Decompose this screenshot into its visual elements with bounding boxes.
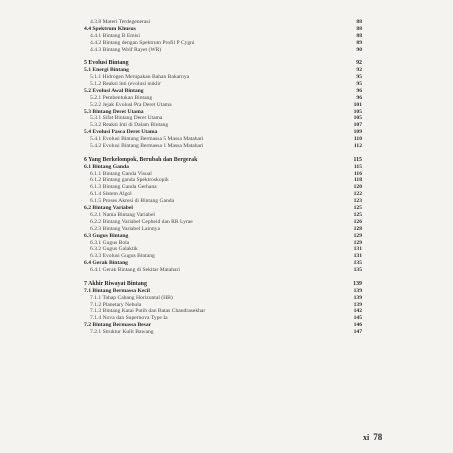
toc-entry-title: 5.1 Energi Bintang [84,67,129,74]
toc-section [84,233,362,240]
toc-subsection [84,246,362,253]
toc-entry-title: 5.4.2 Evolusi Bintang Bermassa 1 Massa Matahari [90,143,204,150]
toc-entry-page: 105 [353,115,362,122]
toc-entry-page: 131 [353,246,362,253]
toc-entry-page: 126 [353,218,362,225]
toc-entry-page: 115 [353,163,362,170]
toc-entry-page: 95 [356,74,362,81]
toc-entry-title: 7.2.1 Struktur Kulit Bawang [90,329,154,336]
toc-entry-page: 118 [353,177,362,184]
toc-entry-title: 6.3 Gugus Bintang [84,232,129,239]
toc-entry-page: 88 [356,19,362,25]
toc-subsection [84,302,362,309]
toc-subsection [84,315,362,322]
toc-entry-page: 88 [356,25,362,32]
toc-entry-title: 5.3.1 Sifat Bintang Deret Utama [90,115,163,122]
toc-subsection [84,115,362,122]
toc-entry-page: 122 [353,191,362,198]
toc-section [84,26,362,33]
toc-entry-title: 4.4 Spektrum Khusus [84,25,136,32]
toc-entry-title: 7.1.3 Bintang Katai Putih dan Batas Chandrasekhar [90,308,206,315]
toc-entry-title: 4.4.1 Bintang B Emisi [90,32,140,39]
toc-section [84,288,362,295]
toc-entry-title: 7 Akhir Riwayat Bintang [84,280,147,287]
toc-subsection [84,47,362,54]
toc-spacer [84,150,362,157]
roman-page-number: xi [363,433,370,442]
toc-subsection [84,240,362,247]
toc-entry-page: 107 [353,122,362,129]
toc-subsection [84,33,362,40]
toc-entry-page: 129 [353,232,362,239]
toc-entry-title: 5.3 Bintang Deret Utama [84,108,144,115]
toc-entry-title: 4.4.3 Bintang Wolf Rayet (WR) [90,46,162,53]
toc-entry-page: 123 [353,198,362,205]
toc-entry-page: 139 [353,301,362,308]
toc-entry-title: 5.3.2 Reaksi Inti di Dalam Bintang [90,122,169,129]
toc-subsection [84,136,362,143]
toc-entry-page: 125 [353,205,362,212]
toc-entry-page: 139 [353,280,362,287]
toc-subsection [84,329,362,336]
toc-entry-page: 88 [356,32,362,39]
toc-subsection [84,143,362,150]
toc-entry-title: 6.4 Gerak Bintang [84,260,128,267]
toc-entry-title: 6.2.2 Bintang Variabel Cepheid dan RR Lyrae [90,218,193,225]
toc-entry-title: 6.3.1 Gugus Bola [90,239,130,246]
toc-entry-title: 7.1.4 Nova dan Supernova Type Ia [90,315,168,322]
toc-subsection [84,219,362,226]
toc-entry-page: 90 [356,46,362,53]
toc-entry-title: 6.1.5 Proses Akresi di Bintang Ganda [90,198,175,205]
toc-entry-page: 110 [353,136,362,143]
toc-subsection [84,267,362,274]
toc-spacer [84,274,362,281]
toc-entry-title: 7.1.1 Tahap Cabang Horizontal (HB) [90,294,173,301]
toc-entry-title: 5.1.2 Reaksi inti (evolusi nuklir [90,81,161,88]
toc-entry-title: 7.1 Bintang Bermassa Kecil [84,287,150,294]
toc-entry-title: 5.1.1 Hidrogen Merupakan Bahan Bakarnya [90,74,190,81]
toc-chapter [84,60,362,67]
toc-entry-title: 6.2 Bintang Variabel [84,205,133,212]
toc-entry-page: 92 [356,67,362,74]
toc-entry-page: 89 [356,39,362,46]
toc-entry-page: 115 [353,156,362,163]
toc-entry-page: 116 [353,170,362,177]
toc-entry-title: 6.3.2 Gugus Galaktik [90,246,138,253]
toc-entry-page: 142 [353,308,362,315]
toc-entry-page: 120 [353,184,362,191]
toc-entry-page: 101 [353,101,362,108]
toc-subsection [84,295,362,302]
toc-entry-page: 139 [353,294,362,301]
toc-entry-page: 147 [353,329,362,336]
toc-entry-title: 6.4.1 Gerak Bintang di Sekitar Matahari [90,267,180,274]
toc-entry-page: 95 [356,81,362,88]
toc-entry-page: 135 [353,267,362,274]
toc-section [84,67,362,74]
toc-entry-title: 6 Yang Berkelompok, Berubah dan Bergerak [84,156,198,163]
toc-subsection [84,19,362,26]
toc-entry-page: 139 [353,287,362,294]
toc-subsection [84,253,362,260]
toc-section [84,260,362,267]
toc-entry-page: 125 [353,211,362,218]
toc-section [84,164,362,171]
toc-entry-page: 131 [353,253,362,260]
toc-entry-title: 5.4.1 Evolusi Bintang Bermassa 5 Massa Matahari [90,136,204,143]
toc-entry-title: 6.1.3 Bintang Ganda Gerhana [90,184,157,191]
toc-entry-title: 5.2.1 Pembentukan Bintang [90,94,153,101]
toc-entry-page: 105 [353,108,362,115]
toc-subsection [84,177,362,184]
toc-subsection [84,308,362,315]
toc-entry-page: 92 [356,60,362,67]
toc-entry-page: 129 [353,239,362,246]
toc-entry-page: 146 [353,322,362,329]
page-number: 78 [373,432,383,442]
toc-entry-title: 6.2.1 Nama Bintang Variabel [90,211,155,218]
toc-subsection [84,184,362,191]
toc-entry-page: 96 [356,94,362,101]
toc-subsection [84,226,362,233]
toc-entry-title: 4.4.2 Bintang dengan Spektrum Profil P Cygni [90,39,195,46]
toc-entry-title: 6.3.3 Evolusi Gugus Bintang [90,253,155,260]
toc-subsection [84,81,362,88]
toc-chapter [84,157,362,164]
toc-subsection [84,212,362,219]
toc-entry-title: 6.1.2 Bintang ganda Spektroskopik [90,177,169,184]
toc-entry-title: 5.2.2 Jejak Evolusi Pra Deret Utama [90,101,172,108]
toc-subsection [84,40,362,47]
toc-subsection [84,102,362,109]
toc-chapter [84,281,362,288]
toc-entry-title: 6.1.4 Sistem Algol [90,191,132,198]
toc-section [84,88,362,95]
toc-entry-title: 5 Evolusi Bintang [84,60,129,67]
toc-section [84,322,362,329]
toc-subsection [84,122,362,129]
toc-entry-page: 135 [353,260,362,267]
toc-entry-title: 5.2 Evolusi Awal Bintang [84,87,144,94]
toc-entry-page: 112 [353,143,362,150]
toc-section [84,205,362,212]
toc-section [84,129,362,136]
table-of-contents [84,19,362,336]
toc-entry-title: 5.4 Evolusi Pasca Deret Utama [84,129,158,136]
toc-subsection [84,198,362,205]
toc-subsection [84,171,362,178]
toc-entry-title: 7.2 Bintang Bermassa Besar [84,322,152,329]
toc-entry-page: 109 [353,129,362,136]
toc-subsection [84,95,362,102]
toc-entry-page: 128 [353,225,362,232]
toc-entry-title: 6.2.3 Bintang Variabel Lainnya [90,225,160,232]
toc-entry-title: 7.1.2 Planetary Nebula [90,301,142,308]
toc-entry-page: 145 [353,315,362,322]
toc-subsection [84,74,362,81]
toc-entry-title: 4.3.8 Materi Terdegenerasi [90,19,151,25]
toc-entry-title: 6.1 Bintang Ganda [84,163,129,170]
toc-spacer [84,53,362,60]
page-footer [363,432,382,442]
toc-subsection [84,191,362,198]
toc-entry-page: 96 [356,87,362,94]
toc-entry-title: 6.1.1 Bintang Ganda Visual [90,170,152,177]
